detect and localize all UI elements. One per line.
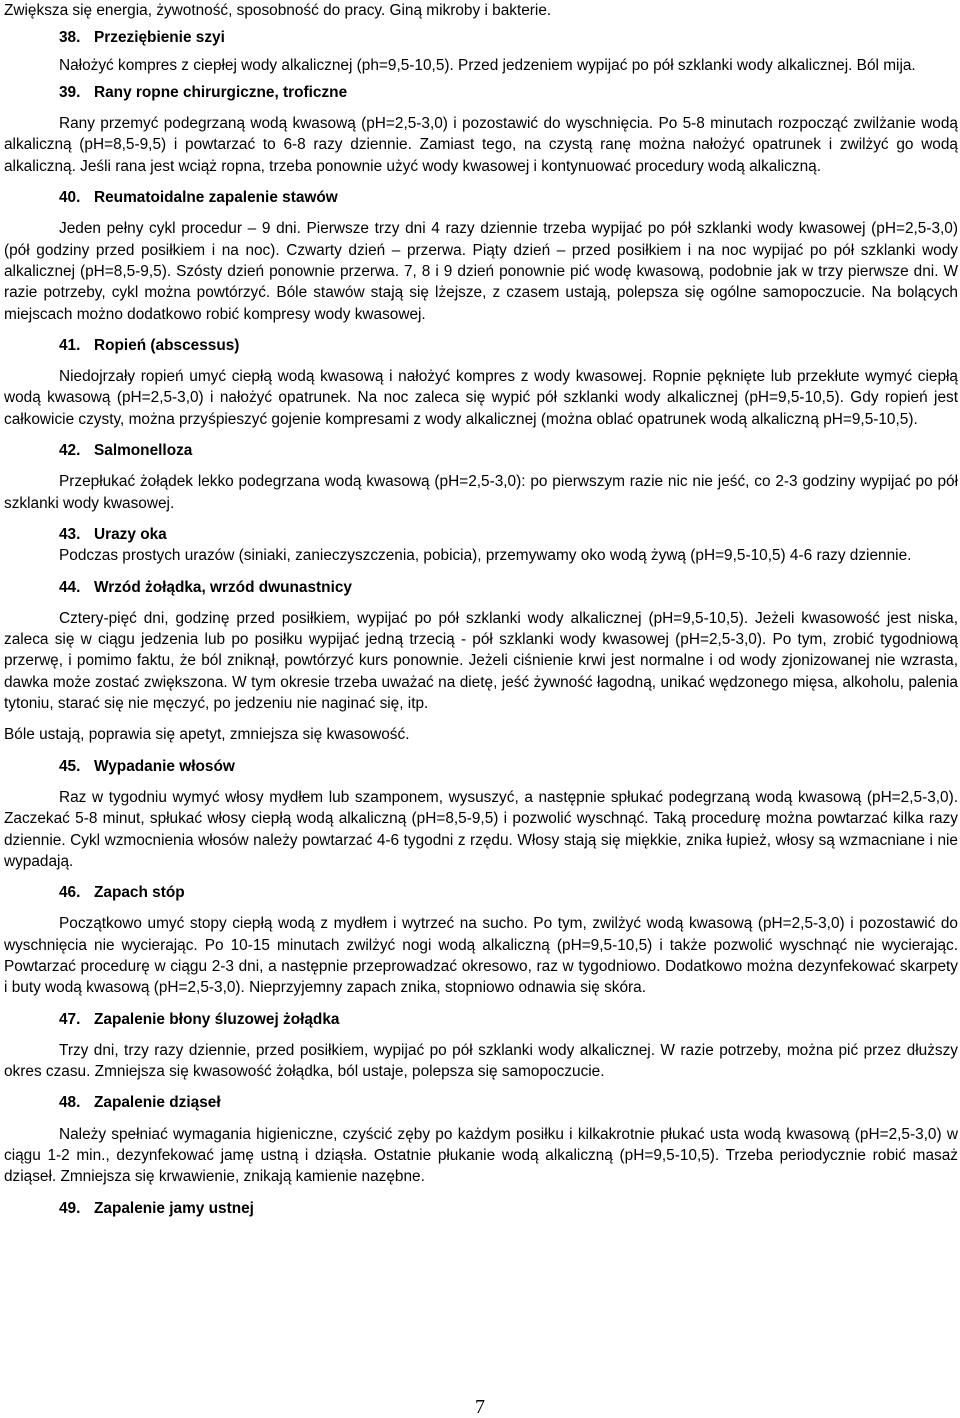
section-paragraph: Nałożyć kompres z ciepłej wody alkalicznej (ph=9,5-10,5). Przed jedzeniem wypijać po pół szklanki wody alkalicznej. Ból mija.	[59, 56, 916, 74]
section-heading: 38. Przeziębienie szyi	[59, 29, 225, 47]
section-paragraph: Cztery-pięć dni, godzinę przed posiłkiem, wypijać po pół szklanki wody alkalicznej (pH=9,5-10,5). Jeżeli kwasowość jest niska, zaleca się w ciągu jedzenia lub po posiłku wypijać jedną trzecią - pół szklanki wody kwasowej (pH=2,5-3,0). Po tym, zrobić tygodniową przerwę, i pomimo faktu, że ból zniknął, powtórzyć kurs ponownie. Jeżeli ciśnienie krwi jest normalne i od wody zjonizowanej nie wzrasta, dawka może zostać zwiększona. W tym okresie trzeba uważać na dietę, jeść żywność łagodną, unikać wędzonego mięsa, alkoholu, palenia tytoniu, starać się nie męczyć, po jedzeniu nie naginać się, itp.	[4, 609, 958, 713]
section-paragraph: Raz w tygodniu wymyć włosy mydłem lub szamponem, wysuszyć, a następnie spłukać podegrzaną wodą kwasową (pH=2,5-3,0). Zaczekać 5-8 minut, spłukać włosy ciepłą wodą alkaliczną (pH=8,5-9,5) i pozwolić wyschnąć. Taką procedurę można powtarzać kilka razy dziennie. Cykl wzmocnienia włosów należy powtarzać 4-6 tygodni z rzędu. Włosy stają się miękkie, znika łupież, włosy są wzmacniane i nie wypadają.	[4, 788, 958, 870]
section-paragraph: Należy spełniać wymagania higieniczne, czyścić zęby po każdym posiłku i kilkakrotnie płukać usta wodą kwasową (pH=2,5-3,0) w ciągu 1-2 min., dezynfekować jamę ustną i dziąsła. Ostatnie płukanie wodą alkaliczną (pH=9,5-10,5). Trzeba periodycznie robić masaż dziąseł. Zmniejsza się krwawienie, znikają kamienie nazębne.	[4, 1125, 958, 1186]
section-heading: 43. Urazy oka	[59, 525, 167, 543]
section-heading: 49. Zapalenie jamy ustnej	[59, 1199, 254, 1217]
section-heading: 48. Zapalenie dziąseł	[59, 1094, 221, 1112]
section-heading: 45. Wypadanie włosów	[59, 757, 235, 775]
section-paragraph: Bóle ustają, poprawia się apetyt, zmniejsza się kwasowość.	[4, 726, 410, 744]
section-paragraph: Niedojrzały ropień umyć ciepłą wodą kwasową i nałożyć kompres z wody kwasowej. Ropnie pęknięte lub przekłute wymyć ciepłą wodą kwasową (pH=2,5-3,0) i nałożyć opatrunek. Na noc zaleca się wypić pół szklanki wody alkalicznej (pH=9,5-10,5). Gdy ropień jest całkowicie czysty, można przyśpieszyć gojenie kompresami z wody alkalicznej (można oblać opatrunek wodą alkaliczną pH=9,5-10,5).	[4, 368, 958, 428]
document-page	[4, 0, 958, 1219]
section-heading: 44. Wrzód żołądka, wrzód dwunastnicy	[59, 578, 352, 596]
section-paragraph: Początkowo umyć stopy ciepłą wodą z mydłem i wytrzeć na sucho. Po tym, zwilżyć wodą kwasową (pH=2,5-3,0) i pozostawić do wyschnięcia nie wycierając. Po 10-15 minutach zwilżyć nogi wodą alkaliczną (pH=9,5-10,5) i także pozwolić wyschnąć nie wycierając. Powtarzać procedurę w ciągu 2-3 dni, a następnie przeprowadzać okresowo, raz w tygodniowo. Dodatkowo można dezynfekować skarpety i buty wodą kwasową (pH=2,5-3,0). Nieprzyjemny zapach znika, stopniowo odnawia się skóra.	[4, 915, 958, 997]
section-paragraph: Podczas prostych urazów (siniaki, zanieczyszczenia, pobicia), przemywamy oko wodą żywą (pH=9,5-10,5) 4-6 razy dziennie.	[59, 547, 912, 565]
section-heading: 39. Rany ropne chirurgiczne, troficzne	[59, 83, 348, 101]
section-heading: 41. Ropień (abscessus)	[59, 336, 240, 354]
section-heading: 46. Zapach stóp	[59, 884, 185, 902]
section-heading: 47. Zapalenie błony śluzowej żołądka	[59, 1010, 340, 1028]
section-heading: 42. Salmonelloza	[59, 442, 193, 460]
page-number: 7	[475, 1396, 485, 1418]
section-heading: 40. Reumatoidalne zapalenie stawów	[59, 189, 338, 207]
section-paragraph: Trzy dni, trzy razy dziennie, przed posiłkiem, wypijać po pół szklanki wody alkalicznej. W razie potrzeby, można pić przez dłuższy okres czasu. Zmniejsza się kwasowość żołądka, ból ustaje, polepsza się samopoczucie.	[4, 1041, 958, 1081]
intro-line: Zwiększa się energia, żywotność, sposobność do pracy. Giną mikroby i bakterie.	[4, 2, 552, 19]
section-paragraph: Rany przemyć podegrzaną wodą kwasową (pH=2,5-3,0) i pozostawić do wyschnięcia. Po 5-8 minutach rozpocząć zwilżanie wodą alkaliczną (pH=8,5-9,5) i powtarzać to 6-8 razy dziennie. Zamiast tego, na czystą ranę można nałożyć opatrunek i zwilżyć go wodą alkaliczną. Jeśli rana jest wciąż ropna, trzeba ponownie użyć wody kwasowej i kontynuować procedury wodą alkaliczną.	[4, 115, 958, 175]
section-paragraph: Przepłukać żołądek lekko podegrzana wodą kwasową (pH=2,5-3,0): po pierwszym razie nic nie jeść, co 2-3 godziny wypijać po pół szklanki wody kwasowej.	[4, 473, 958, 512]
section-paragraph: Jeden pełny cykl procedur – 9 dni. Pierwsze trzy dni 4 razy dziennie trzeba wypijać po pół szklanki wody kwasowej (pH=2,5-3,0) (pół godziny przed posiłkiem i na noc). Czwarty dzień – przerwa. Piąty dzień – przed posiłkiem i na noc wypijać po pół szklanki wody alkalicznej (pH=8,5-9,5). Szósty dzień ponownie przerwa. 7, 8 i 9 dzień ponownie pić wodę kwasową, podobnie jak w trzy pierwsze dni. W razie potrzeby, cykl można powtórzyć. Bóle stawów stają się lżejsze, z czasem ustają, polepsza się ogólne samopoczucie. Na bolących miejscach możno dodatkowo robić kompresy wody kwasowej.	[4, 220, 958, 323]
